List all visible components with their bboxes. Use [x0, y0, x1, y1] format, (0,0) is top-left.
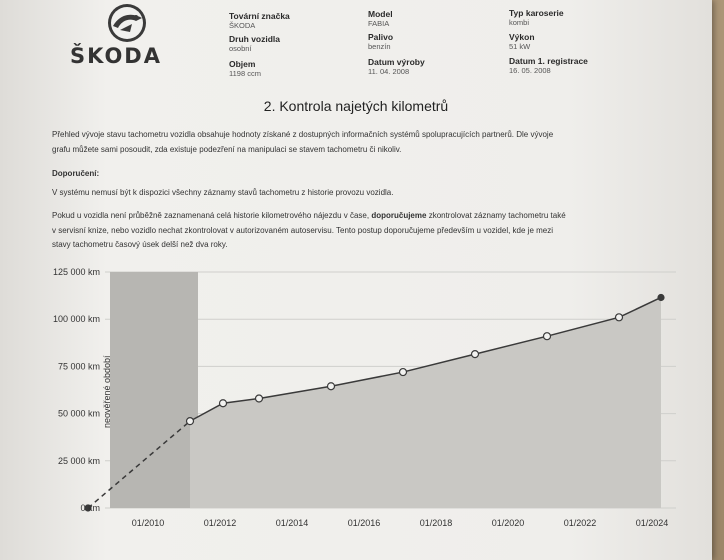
spec-model: Model FABIA	[368, 9, 393, 28]
section-title: 2. Kontrola najetých kilometrů	[263, 98, 449, 114]
y-axis-ticks	[53, 267, 100, 513]
y-tick-label: 50 000 km	[57, 408, 100, 419]
x-tick-label: 01/2010	[131, 518, 165, 528]
x-tick-label: 01/2022	[563, 518, 597, 528]
intro-line-1: Přehled vývoje stavu tachometru vozidla obsahuje hodnoty získané z dostupných informačních systémů spolupracujících partnerů. Dle vývoje	[52, 130, 554, 139]
spec-power: Výkon 51 kW	[509, 32, 535, 51]
x-tick-label: 01/2018	[419, 518, 453, 528]
spec-body-type: Typ karoserie kombi	[509, 8, 564, 27]
x-axis-ticks	[132, 518, 669, 528]
y-tick-label: 75 000 km	[57, 361, 100, 372]
y-tick-label: 100 000 km	[52, 314, 100, 325]
brand-wordmark: ŠKODA	[70, 44, 162, 68]
data-point	[616, 314, 623, 321]
y-tick-label: 25 000 km	[57, 455, 100, 466]
y-tick-label: 0 km	[80, 503, 100, 513]
emphasis-recommend: doporučujeme	[371, 211, 427, 220]
data-point	[328, 383, 335, 390]
spec-production-date: Datum výroby 11. 04. 2008	[368, 57, 425, 76]
x-tick-label: 01/2016	[347, 518, 381, 528]
data-point	[220, 400, 227, 407]
spec-fuel: Palivo benzín	[368, 32, 394, 51]
unverified-region	[110, 272, 198, 508]
intro-line-2: grafu můžete sami posoudit, zda existuje podezření na manipulaci se stavem tachometru či nikoliv.	[52, 144, 402, 154]
x-tick-label: 01/2024	[635, 518, 669, 528]
data-point	[472, 351, 479, 358]
recommend-paragraph-2: Pokud u vozidla není průběžně zaznamenaná celá historie kilometrového nájezdu v čase, doporučujeme zkontrolovat záznamy tachometru také v servisní knize, nebo vozidlo nechat zkontrolovat v autorizovaném autoservisu. Tento postup doporučujeme především u vozidel, kde je mezi stavy tachometru časový úsek delší než dva roky.	[52, 211, 566, 249]
x-tick-label: 01/2014	[275, 518, 309, 528]
recommend-heading: Doporučení:	[52, 169, 100, 178]
spec-brand: Tovární značka ŠKODA	[229, 11, 290, 30]
data-point	[187, 418, 194, 425]
x-tick-label: 01/2020	[491, 518, 525, 528]
spec-vehicle-kind: Druh vozidla osobní	[229, 34, 281, 53]
recommend-text-1: V systému nemusí být k dispozici všechny záznamy stavů tachometru z historie provozu vozidla.	[52, 188, 394, 197]
unverified-region-label: neověřené období	[102, 355, 112, 428]
x-tick-label: 01/2012	[203, 518, 237, 528]
data-point	[658, 294, 664, 300]
spec-first-registration: Datum 1. registrace 16. 05. 2008	[509, 56, 588, 75]
data-point	[256, 395, 263, 402]
mileage-area	[190, 297, 661, 508]
data-point	[400, 369, 407, 376]
data-point	[544, 333, 551, 340]
spec-displacement: Objem 1198 ccm	[229, 59, 261, 78]
y-tick-label: 125 000 km	[52, 267, 100, 277]
